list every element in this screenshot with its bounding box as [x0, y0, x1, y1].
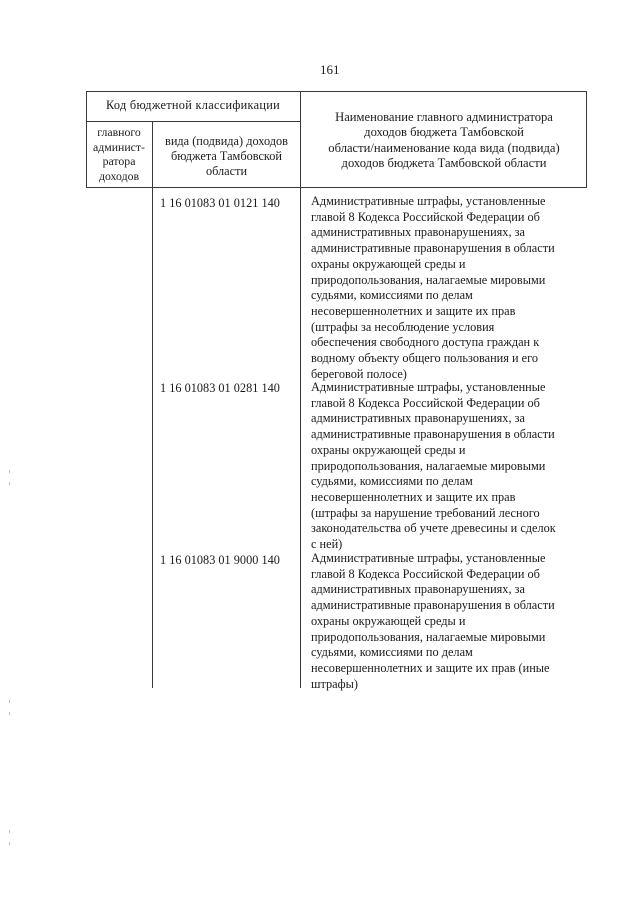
income-code: 1 16 01083 01 0281 140 — [160, 381, 280, 395]
scan-speck — [9, 700, 10, 703]
table-right-border — [586, 91, 587, 188]
table-left-border — [86, 91, 87, 188]
scan-speck — [9, 470, 10, 473]
income-description: Административные штрафы, установленные главой 8 Кодекса Российской Федерации об административных правонарушениях, за административные правонарушения в области охраны окружающей среды и природопользования, налагаемые мировыми судьями, комиссиями по делам несовершеннолетних и защите их прав (штрафы за нарушение требований лесного законодательства об учете древесины и сделок с ней) — [311, 380, 556, 552]
income-description: Административные штрафы, установленные главой 8 Кодекса Российской Федерации об административных правонарушениях, за административные правонарушения в области охраны окружающей среды и природопользования, налагаемые мировыми судьями, комиссиями по делам несовершеннолетних и защите их прав (штрафы за несоблюдение условия обеспечения свободного доступа граждан к водному объекту общего пользования и его береговой полосе) — [311, 194, 555, 381]
scan-speck — [9, 830, 10, 833]
header-group-divider — [86, 121, 300, 122]
column-divider-1 — [152, 121, 153, 688]
header-admin-code: главного админист- ратора доходов — [93, 125, 145, 183]
income-code: 1 16 01083 01 0121 140 — [160, 196, 280, 210]
table-top-border — [86, 91, 586, 92]
scan-speck — [9, 482, 10, 485]
header-bottom-border — [86, 187, 586, 188]
header-income-type-code: вида (подвида) доходов бюджета Тамбовской области — [165, 134, 288, 178]
scan-speck — [9, 842, 10, 845]
income-code: 1 16 01083 01 9000 140 — [160, 553, 280, 567]
header-name: Наименование главного администратора доходов бюджета Тамбовской области/наименование кода вида (подвида) доходов бюджета Тамбовской области — [328, 110, 560, 170]
income-description: Административные штрафы, установленные главой 8 Кодекса Российской Федерации об административных правонарушениях, за административные правонарушения в области охраны окружающей среды и природопользования, налагаемые мировыми судьями, комиссиями по делам несовершеннолетних и защите их прав (иные штрафы) — [311, 551, 555, 691]
column-divider-2 — [300, 91, 301, 688]
scan-speck — [9, 712, 10, 715]
page-number: 161 — [320, 62, 340, 77]
header-group-title: Код бюджетной классификации — [105, 98, 281, 112]
